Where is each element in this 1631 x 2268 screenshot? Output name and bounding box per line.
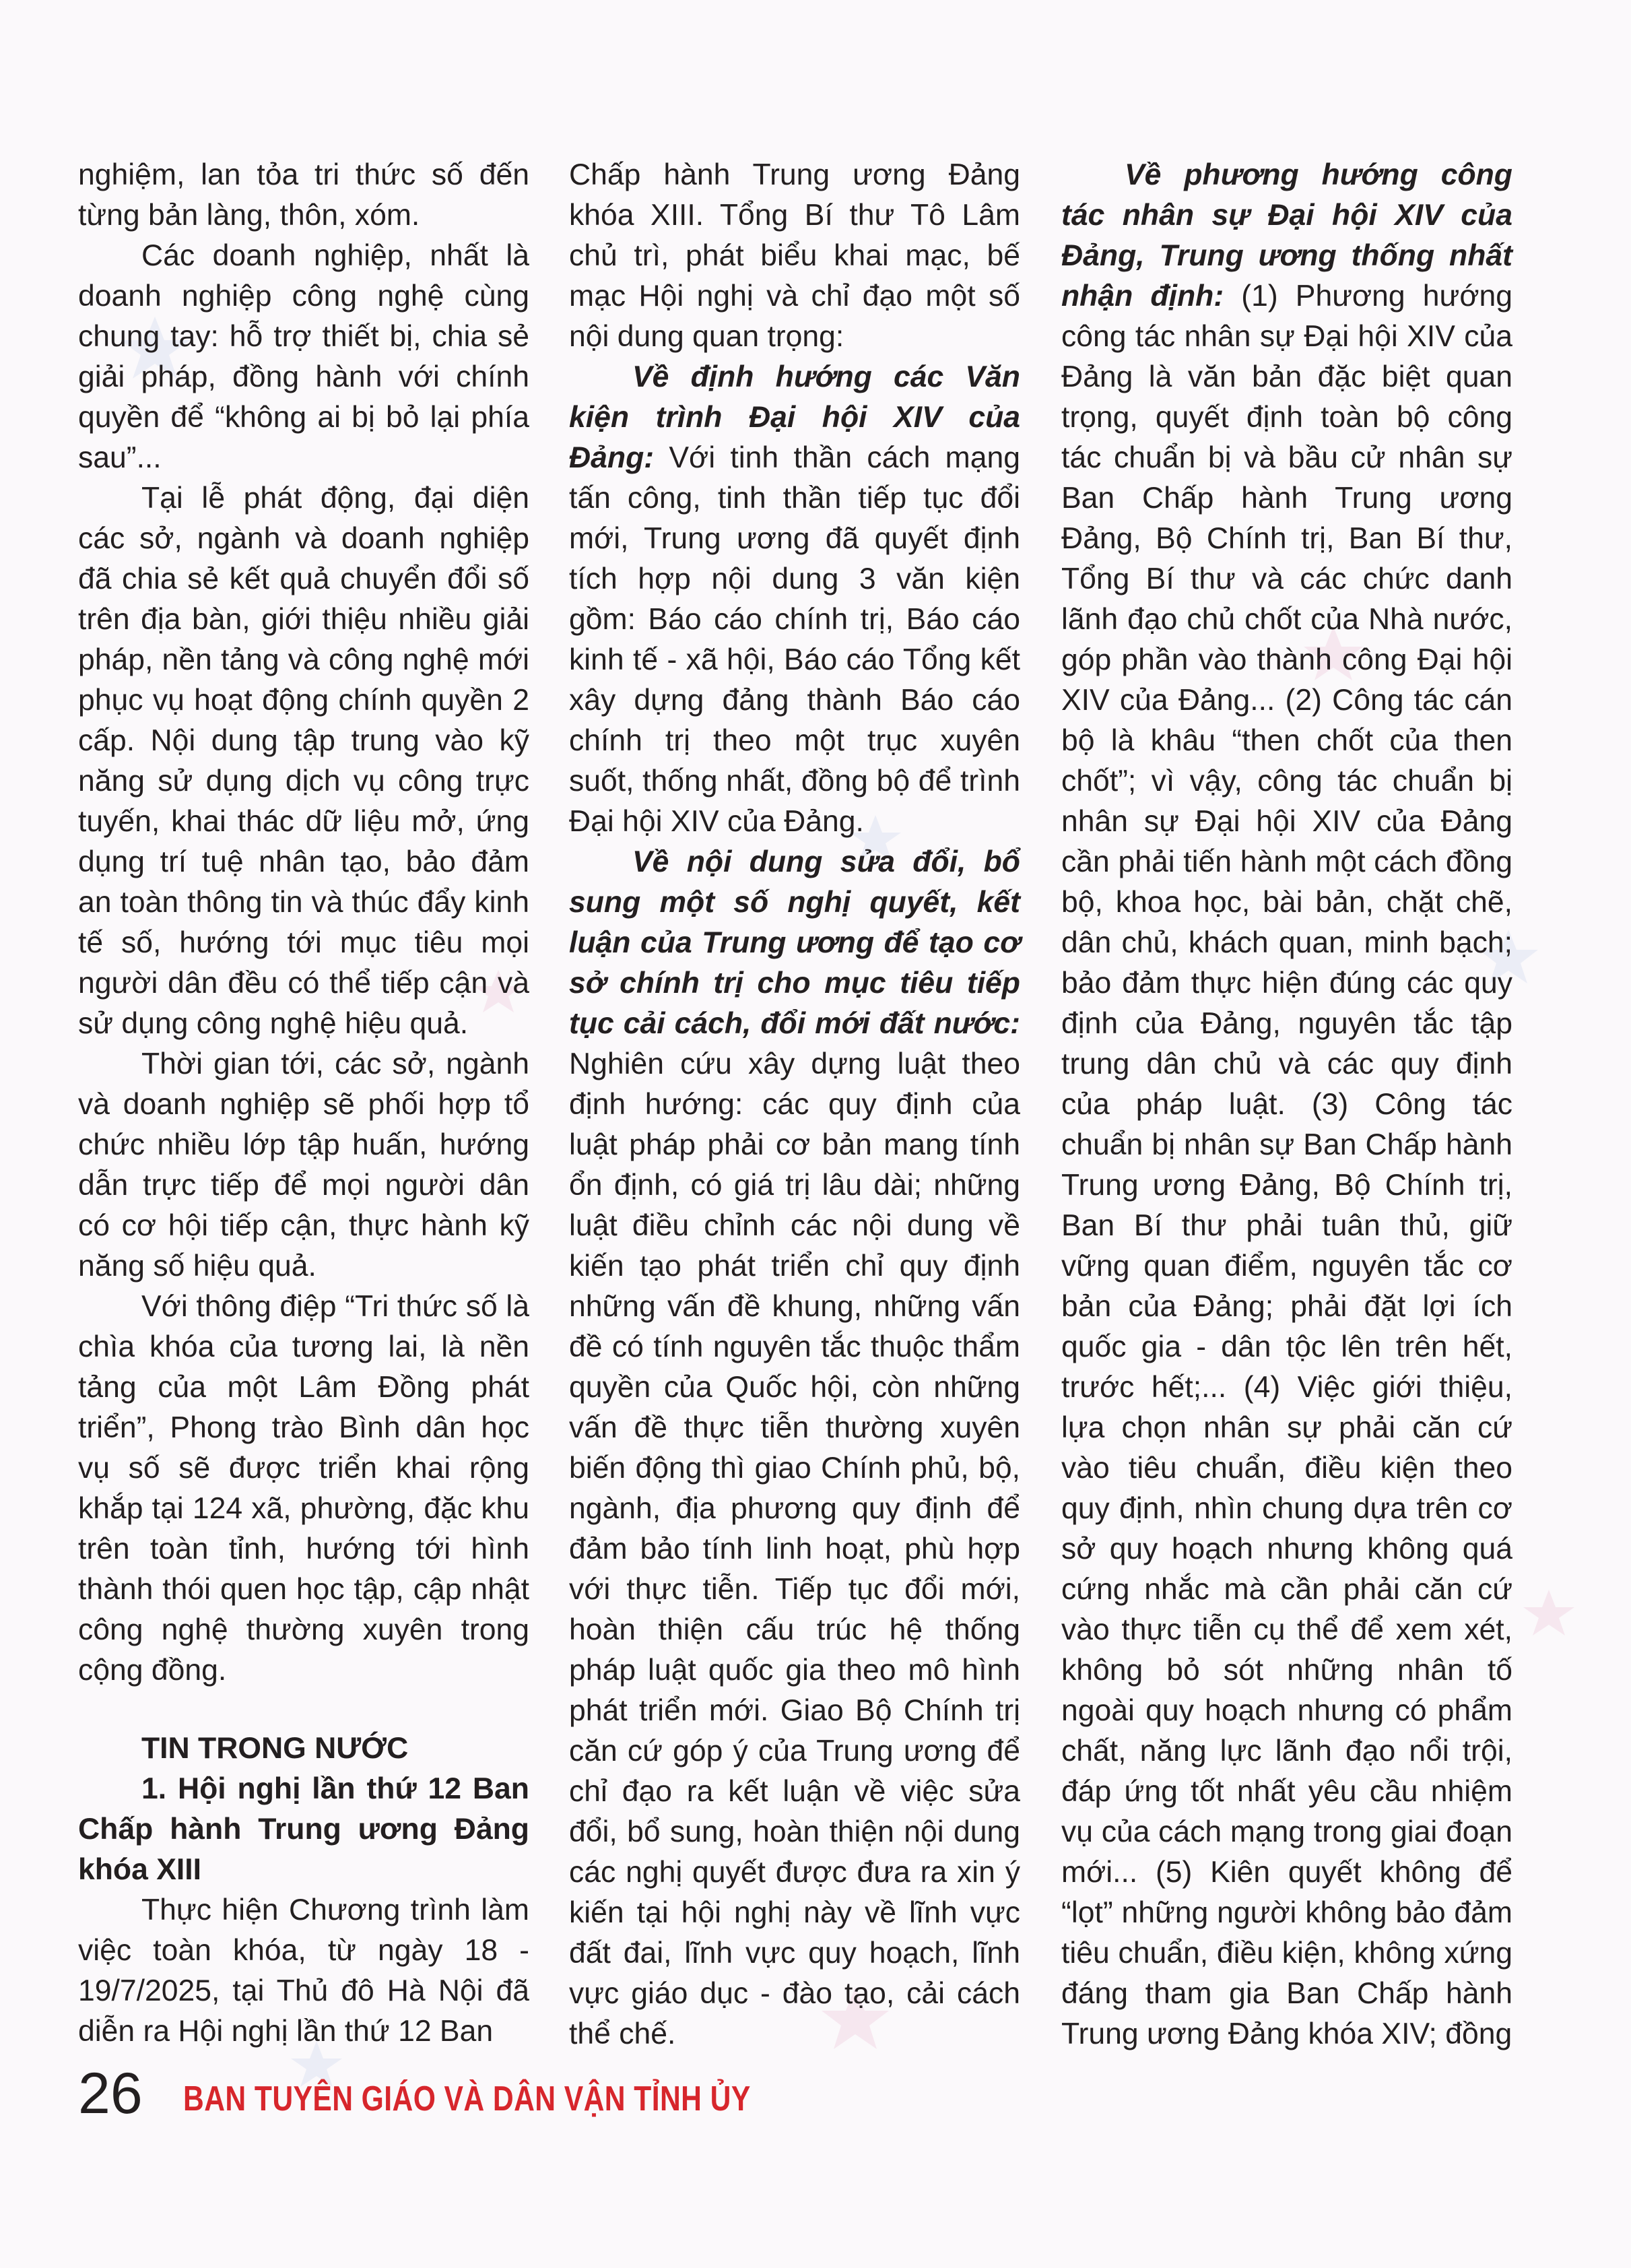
section-spacer [78, 1691, 529, 1728]
section-title: TIN TRONG NƯỚC [141, 1732, 409, 1765]
lead-in-text: Về phương hướng công tác nhân sự Đại hội XIV của Đảng, Trung ương thống nhất nhận định: [1061, 158, 1512, 313]
article-column-1 [78, 155, 529, 2052]
paragraph [569, 842, 1020, 2054]
article-column-2 [569, 155, 1020, 2054]
paragraph: Với thông điệp “Tri thức số là chìa khóa của tương lai, là nền tảng của một Lâm Đồng phát triển”, Phong trào Bình dân học vụ số sẽ được triển khai rộng khắp tại 124 xã, phường, đặc khu trên toàn tỉnh, hướng tới hình thành thói quen học tập, cập nhật công nghệ thường xuyên trong cộng đồng. [78, 1290, 529, 1687]
article-column-3 [1061, 155, 1512, 2054]
paragraph-body: Với tinh thần cách mạng tấn công, tinh thần tiếp tục đổi mới, Trung ương đã quyết định tích hợp nội dung 3 văn kiện gồm: Báo cáo chính trị, Báo cáo kinh tế - xã hội, Báo cáo Tổng kết xây dựng đảng thành Báo cáo chính trị theo một trục xuyên suốt, thống nhất, đồng bộ để trình Đại hội XIV của Đảng. [569, 441, 1020, 838]
paragraph: Các doanh nghiệp, nhất là doanh nghiệp công nghệ cùng chung tay: hỗ trợ thiết bị, chia sẻ giải pháp, đồng hành với chính quyền để “không ai bị bỏ lại phía sau”... [78, 239, 529, 474]
paragraph: nghiệm, lan tỏa tri thức số đến từng bản làng, thôn, xóm. [78, 158, 529, 232]
lead-in-text: Về định hướng các Văn kiện trình Đại hội XIV của Đảng: [569, 360, 1020, 474]
page-number: 26 [78, 2061, 143, 2126]
lead-in-text: Về nội dung sửa đổi, bổ sung một số nghị quyết, kết luận của Trung ương để tạo cơ sở chính trị cho mục tiêu tiếp tục cải cách, đổi mới đất nước: [569, 845, 1020, 1040]
paragraph [1061, 155, 1512, 2054]
paragraph: Thực hiện Chương trình làm việc toàn khóa, từ ngày 18 - 19/7/2025, tại Thủ đô Hà Nội đã diễn ra Hội nghị lần thứ 12 Ban [78, 1893, 529, 2048]
paragraph-body: (1) Phương hướng công tác nhân sự Đại hội XIV của Đảng là văn bản đặc biệt quan trọng, quyết định toàn bộ công tác chuẩn bị và bầu cử nhân sự Ban Chấp hành Trung ương Đảng, Bộ Chính trị, Ban Bí thư, Tổng Bí thư và các chức danh lãnh đạo chủ chốt của Nhà nước, góp phần vào thành công Đại hội XIV của Đảng... (2) Công tác cán bộ là khâu “then chốt của then chốt”; vì vậy, công tác chuẩn bị nhân sự Đại hội XIV của Đảng cần phải tiến hành một cách đồng bộ, khoa học, bài bản, chặt chẽ, dân chủ, khách quan, minh bạch; bảo đảm thực hiện đúng các quy định của Đảng, nguyên tắc tập trung dân chủ và các quy định của pháp luật. (3) Công tác chuẩn bị nhân sự Ban Chấp hành Trung ương Đảng, Bộ Chính trị, Ban Bí thư phải tuân thủ, giữ vững quan điểm, nguyên tắc cơ bản của Đảng; phải đặt lợi ích quốc gia - dân tộc lên trên hết, trước hết;... (4) Việc giới thiệu, lựa chọn nhân sự phải căn cứ vào tiêu chuẩn, điều kiện theo quy định, nhìn chung dựa trên cơ sở quy hoạch nhưng không quá cứng nhắc mà cần phải căn cứ vào thực tiễn cụ thể để xem xét, không bỏ sót những nhân tố ngoài quy hoạch nhưng có phẩm chất, năng lực lãnh đạo nổi trội, đáp ứng tốt nhất yêu cầu nhiệm vụ của cách mạng trong giai đoạn mới... (5) Kiên quyết không để “lọt” những người không bảo đảm tiêu chuẩn, điều kiện, không xứng đáng tham gia Ban Chấp hành Trung ương Đảng khóa XIV; đồng [1061, 280, 1513, 2050]
news-subheading: 1. Hội nghị lần thứ 12 Ban Chấp hành Trung ương Đảng khóa XIII [78, 1772, 529, 1886]
paragraph: Tại lễ phát động, đại diện các sở, ngành và doanh nghiệp đã chia sẻ kết quả chuyển đổi số trên địa bàn, giới thiệu nhiều giải pháp, nền tảng và công nghệ mới phục vụ hoạt động chính quyền 2 cấp. Nội dung tập trung vào kỹ năng sử dụng dịch vụ công trực tuyến, khai thác dữ liệu mở, ứng dụng trí tuệ nhân tạo, bảo đảm an toàn thông tin và thúc đẩy kinh tế số, hướng tới mục tiêu mọi người dân đều có thể tiếp cận và sử dụng công nghệ hiệu quả. [78, 482, 529, 1040]
publication-name: BAN TUYÊN GIÁO VÀ DÂN VẬN TỈNH ỦY [183, 2079, 751, 2118]
paragraph-body: Nghiên cứu xây dựng luật theo định hướng: các quy định của luật pháp phải cơ bản mang tính ổn định, có giá trị lâu dài; những luật điều chỉnh các nội dung về kiến tạo phát triển chỉ quy định những vấn đề khung, những vấn đề có tính nguyên tắc thuộc thẩm quyền của Quốc hội, còn những vấn đề thực tiễn thường xuyên biến động thì giao Chính phủ, bộ, ngành, địa phương quy định để đảm bảo tính linh hoạt, phù hợp với thực tiễn. Tiếp tục đổi mới, hoàn thiện cấu trúc hệ thống pháp luật quốc gia theo mô hình phát triển mới. Giao Bộ Chính trị căn cứ góp ý của Trung ương để chỉ đạo ra kết luận về việc sửa đổi, bổ sung, hoàn thiện nội dung các nghị quyết được đưa ra xin ý kiến tại hội nghị này về lĩnh vực đất đai, lĩnh vực quy hoạch, lĩnh vực giáo dục - đào tạo, cải cách thể chế. [569, 1047, 1020, 2050]
paragraph [569, 357, 1020, 842]
paragraph: Chấp hành Trung ương Đảng khóa XIII. Tổng Bí thư Tô Lâm chủ trì, phát biểu khai mạc, bế mạc Hội nghị và chỉ đạo một số nội dung quan trọng: [569, 158, 1020, 353]
paragraph: Thời gian tới, các sở, ngành và doanh nghiệp sẽ phối hợp tổ chức nhiều lớp tập huấn, hướng dẫn trực tiếp để mọi người dân có cơ hội tiếp cận, thực hành kỹ năng số hiệu quả. [78, 1047, 529, 1283]
